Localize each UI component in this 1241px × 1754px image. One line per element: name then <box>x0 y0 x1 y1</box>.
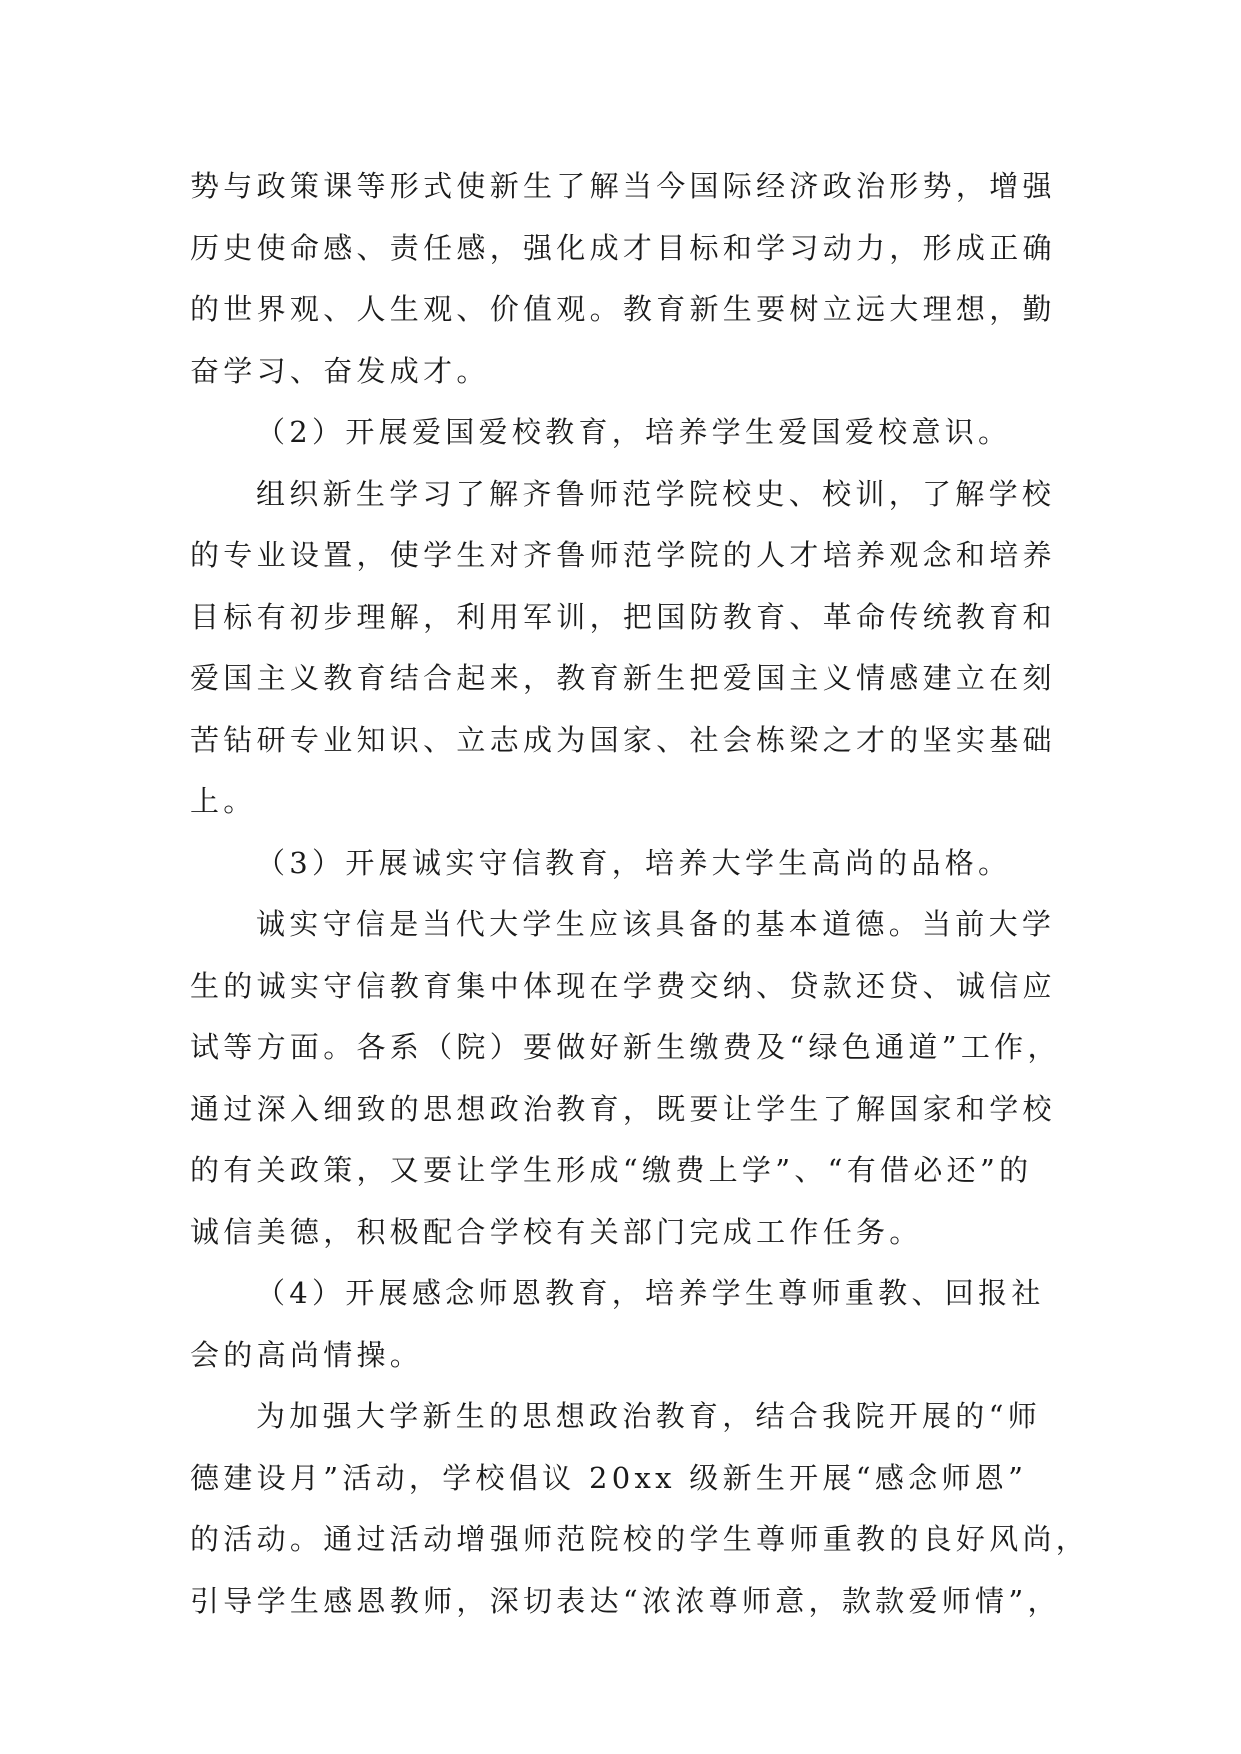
text-line: 目标有初步理解，利用军训，把国防教育、革命传统教育和 <box>190 599 1056 634</box>
text-line: 的有关政策，又要让学生形成“缴费上学”、“有借必还”的 <box>190 1153 1033 1187</box>
text-line: 会的高尚情操。 <box>190 1337 424 1372</box>
text-line: 诚信美德，积极配合学校有关部门完成工作任务。 <box>190 1214 923 1249</box>
text-line: 的专业设置，使学生对齐鲁师范学院的人才培养观念和培养 <box>190 538 1056 572</box>
section-heading: （2）开展爱国爱校教育，培养学生爱国爱校意识。 <box>256 415 1012 449</box>
text-line: 的活动。通过活动增强师范院校的学生尊师重教的良好风尚， <box>190 1522 1090 1556</box>
text-line: 势与政策课等形式使新生了解当今国际经济政治形势，增强 <box>190 169 1056 203</box>
text-line: 爱国主义教育结合起来，教育新生把爱国主义情感建立在刻 <box>190 661 1056 695</box>
document-body <box>190 156 1090 1632</box>
text-line: 历史使命感、责任感，强化成才目标和学习动力，形成正确 <box>190 230 1056 265</box>
text-line: 奋学习、奋发成才。 <box>190 353 490 388</box>
text-line: 上。 <box>190 784 257 818</box>
section-heading: （3）开展诚实守信教育，培养大学生高尚的品格。 <box>256 845 1012 880</box>
text-line: 德建设月”活动，学校倡议 20xx 级新生开展“感念师恩” <box>190 1460 1028 1495</box>
section-heading: （4）开展感念师恩教育，培养学生尊师重教、回报社 <box>256 1276 1045 1310</box>
text-line: 为加强大学新生的思想政治教育，结合我院开展的“师 <box>256 1399 1042 1433</box>
text-line: 试等方面。各系（院）要做好新生缴费及“绿色通道”工作， <box>190 1030 1061 1064</box>
text-line: 通过深入细致的思想政治教育，既要让学生了解国家和学校 <box>190 1091 1056 1126</box>
text-line: 诚实守信是当代大学生应该具备的基本道德。当前大学 <box>256 907 1056 941</box>
text-line: 引导学生感恩教师，深切表达“浓浓尊师意，款款爱师情”， <box>190 1583 1061 1618</box>
text-line: 组织新生学习了解齐鲁师范学院校史、校训，了解学校 <box>256 476 1056 511</box>
text-line: 苦钻研专业知识、立志成为国家、社会栋梁之才的坚实基础 <box>190 722 1056 757</box>
text-line: 的世界观、人生观、价值观。教育新生要树立远大理想，勤 <box>190 292 1056 326</box>
text-line: 生的诚实守信教育集中体现在学费交纳、贷款还贷、诚信应 <box>190 968 1056 1003</box>
